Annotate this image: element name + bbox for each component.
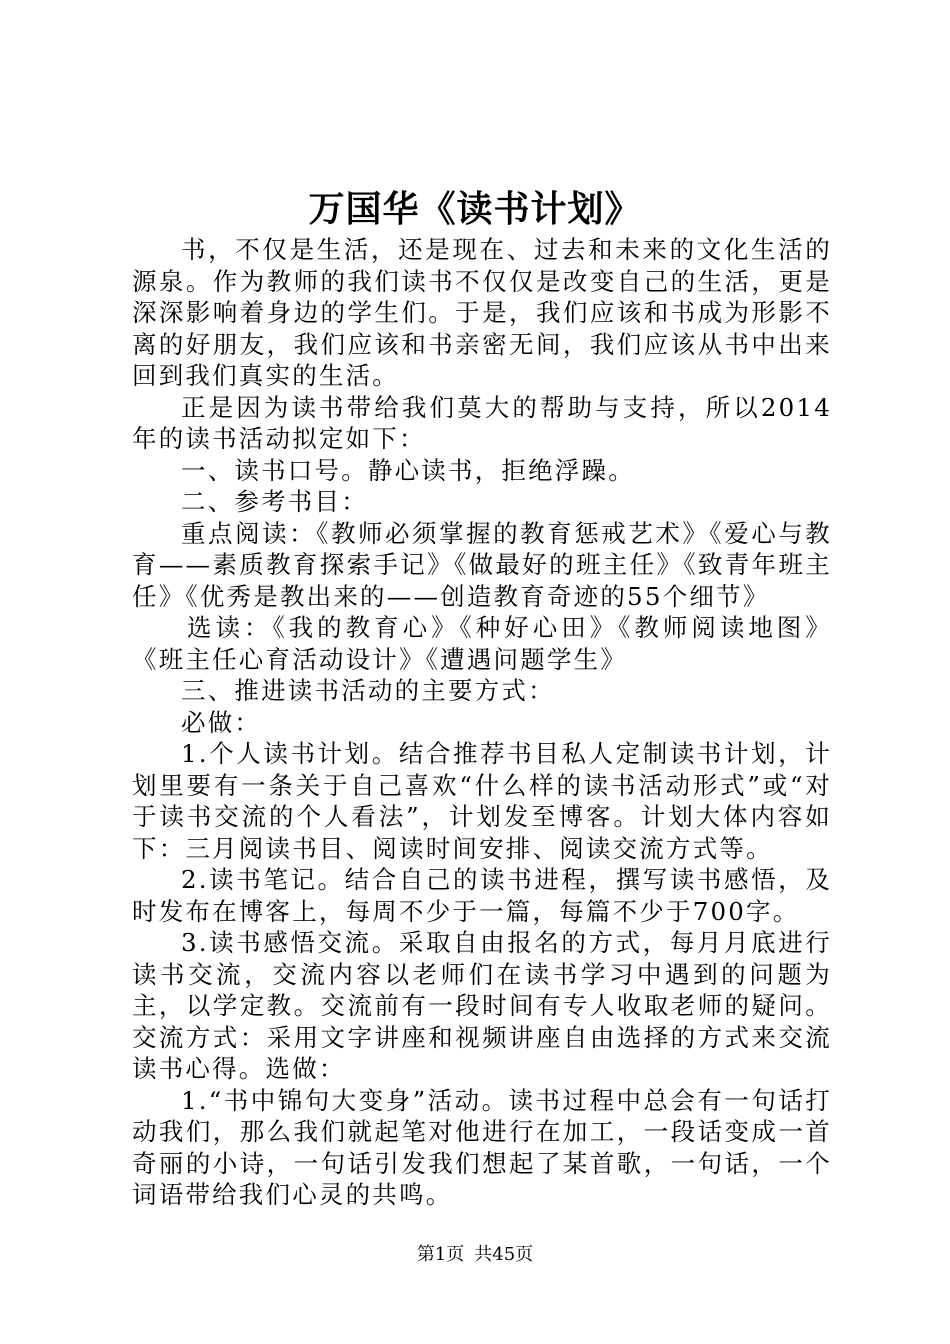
document-body <box>132 234 832 1211</box>
paragraph-key-reading: 重点阅读：《教师必须掌握的教育惩戒艺术》《爱心与教育——素质教育探索手记》《做最好的班主任》《致青年班主任》《优秀是教出来的——创造教育奇迹的55个细节》 <box>132 518 832 611</box>
paragraph-optional-reading: 选读：《我的教育心》《种好心田》《教师阅读地图》《班主任心育活动设计》《遭遇问题学生》 <box>132 613 832 674</box>
paragraph-exchange: 3.读书感悟交流。采取自由报名的方式，每月月底进行读书交流，交流内容以老师们在读书学习中遇到的问题为主，以学定教。交流前有一段时间有专人收取老师的疑问。交流方式：采用文字讲座和视频讲座自由选择的方式来交流读书心得。选做： <box>132 928 832 1083</box>
paragraph-intro: 书，不仅是生活，还是现在、过去和未来的文化生活的源泉。作为教师的我们读书不仅仅是改变自己的生活，更是深深影响着身边的学生们。于是，我们应该和书成为形影不离的好朋友，我们应该和书亲密无间，我们应该从书中出来回到我们真实的生活。 <box>132 235 832 390</box>
document-title: 万国华《读书计划》 <box>308 188 642 230</box>
paragraph-reading-notes: 2.读书笔记。结合自己的读书进程，撰写读书感悟，及时发布在博客上，每周不少于一篇，每篇不少于700字。 <box>132 865 832 926</box>
paragraph-booklist-heading: 二、参考书目： <box>181 487 368 516</box>
paragraph-methods-heading: 三、推进读书活动的主要方式： <box>181 676 555 705</box>
paragraph-quote-activity: 1.“书中锦句大变身”活动。读书过程中总会有一句话打动我们，那么我们就起笔对他进行在加工，一段话变成一首奇丽的小诗，一句话引发我们想起了某首歌，一句话，一个词语带给我们心灵的共鸣。 <box>132 1085 832 1209</box>
paragraph-personal-plan: 1.个人读书计划。结合推荐书目私人定制读书计划，计划里要有一条关于自己喜欢“什么样的读书活动形式”或“对于读书交流的个人看法”，计划发至博客。计划大体内容如下：三月阅读书目、阅读时间安排、阅读交流方式等。 <box>132 739 832 863</box>
page-number-current: 第1页 <box>416 1244 465 1265</box>
paragraph-required-heading: 必做： <box>181 707 262 737</box>
page-number-total: 共45页 <box>474 1244 534 1265</box>
paragraph-slogan: 一、读书口号。静心读书，拒绝浮躁。 <box>181 455 635 485</box>
page-footer <box>0 1242 950 1268</box>
paragraph-plan-intro: 正是因为读书带给我们莫大的帮助与支持，所以2014年的读书活动拟定如下： <box>132 392 832 453</box>
